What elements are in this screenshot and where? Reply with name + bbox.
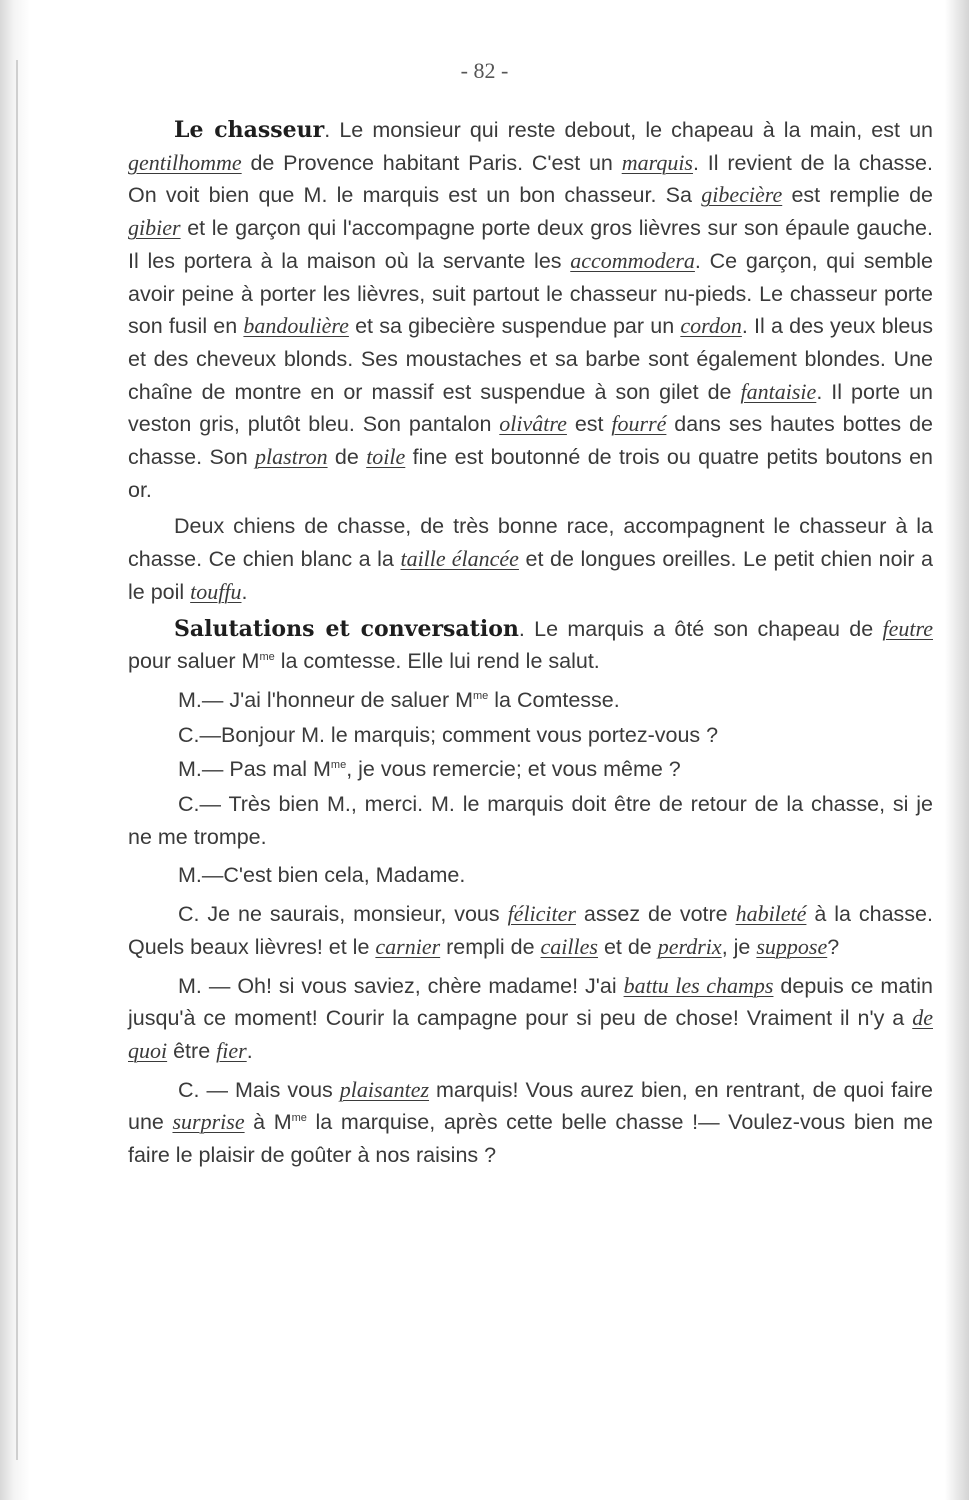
vocab-word: gibecière: [701, 182, 783, 208]
text-run: de Provence habitant Paris. C'est un: [241, 150, 622, 175]
text-run: dans ses hautes bottes de chasse. Son: [128, 412, 933, 470]
text-run: et de: [597, 934, 658, 959]
text-run: , je vous remercie; et vous même ?: [346, 757, 681, 782]
vocab-word: carnier: [375, 933, 441, 959]
text-run: ?: [827, 934, 840, 959]
text-run: .: [246, 1038, 253, 1063]
text-run: C. — Mais vous: [178, 1077, 340, 1102]
paragraph-salutations: [128, 613, 933, 678]
page-number: - 82 -: [460, 58, 509, 83]
vocab-word: habileté: [735, 901, 807, 927]
dialogue-line: [128, 753, 933, 786]
binding-edge: [16, 60, 18, 1460]
text-run: . Il a des yeux bleus et des cheveux blonds. Ses moustaches et sa barbe sont également blondes. Une chaîne de montre en or massif est suspendue à son gilet de: [128, 314, 934, 404]
vocab-word: fantaisie: [740, 378, 817, 404]
text-run: de: [327, 445, 367, 470]
vocab-word: suppose: [756, 933, 828, 959]
vocab-word: féliciter: [507, 901, 576, 927]
vocab-word: plastron: [255, 444, 328, 470]
vocab-word: bandoulière: [243, 313, 349, 339]
text-run: . Le monsieur qui reste debout, le chapeau à la main, est un: [324, 118, 933, 142]
vocab-word: toile: [366, 444, 406, 470]
vocab-word: de quoi: [128, 1005, 933, 1063]
dialogue-line: [128, 970, 933, 1068]
superscript: me: [259, 651, 275, 664]
text-run: à M: [244, 1110, 292, 1135]
text-run: est remplie de: [782, 183, 933, 208]
text-run: pour saluer M: [128, 649, 260, 674]
superscript: me: [330, 759, 347, 772]
dialogue-line: M.—C'est bien cela, Madame.: [178, 863, 466, 888]
vocab-word: perdrix: [657, 933, 722, 959]
section-heading-chasseur: Le chasseur: [174, 117, 325, 143]
vocab-word: touffu: [190, 578, 242, 604]
text-run: et le garçon qui l'accompagne porte deux gros lièvres sur son épaule gauche. Il les portera à la maison où la servante les: [128, 216, 933, 273]
section-heading-salutations: Salutations et conversation: [174, 615, 519, 642]
dialogue: [128, 684, 933, 1172]
text-run: Deux chiens de chasse, de très bonne race, accompagnent le chasseur à la chasse. Ce chien blanc a la: [128, 514, 933, 572]
vocab-word: taille élancée: [400, 546, 519, 572]
dialogue-line: C.— Très bien M., merci. M. le marquis doit être de retour de la chasse, si je ne me trompe.: [128, 792, 933, 849]
superscript: me: [291, 1112, 307, 1125]
dialogue-line: [128, 1074, 933, 1172]
text-run: la comtesse. Elle lui rend le salut.: [274, 649, 600, 674]
text-run: M.— Pas mal M: [178, 757, 331, 782]
text-run: être: [167, 1038, 217, 1063]
paragraph-chiens: [128, 510, 933, 608]
text-run: et de longues oreilles. Le petit chien noir a le poil: [128, 547, 933, 604]
text-run: à la chasse. Quels beaux lièvres! et le: [128, 902, 933, 959]
vocab-word: fier: [216, 1037, 247, 1063]
text-run: la Comtesse.: [488, 687, 620, 712]
vocab-word: surprise: [172, 1109, 245, 1135]
text-run: la marquise, après cette belle chasse !— Voulez-vous bien me faire le plaisir de goûter à nos raisins ?: [128, 1110, 933, 1168]
vocab-word: battu les champs: [623, 972, 774, 998]
vocab-word: plaisantez: [339, 1076, 430, 1102]
dialogue-line: [128, 684, 933, 717]
vocab-word: olivâtre: [499, 411, 567, 437]
text-run: est: [566, 412, 612, 437]
vocab-word: marquis: [621, 149, 693, 175]
superscript: me: [473, 689, 489, 702]
vocab-word: feutre: [882, 615, 933, 641]
paragraph-chasseur: [128, 114, 933, 506]
text-run: marquis! Vous aurez bien, en rentrant, de quoi faire une: [128, 1077, 934, 1135]
text-run: .: [241, 579, 248, 604]
dialogue-line: [128, 898, 933, 963]
text-run: M. — Oh! si vous saviez, chère madame! J'ai: [178, 973, 624, 998]
text-run: . Ce garçon, qui semble avoir peine à porter les lièvres, suit partout le chasseur nu-pieds. Le chasseur porte son fusil en: [128, 248, 933, 339]
vocab-word: accommodera: [570, 247, 695, 273]
text-run: fine est boutonné de trois ou quatre petits boutons en or.: [128, 445, 933, 502]
text-run: assez de votre: [575, 902, 736, 927]
vocab-word: cailles: [540, 933, 598, 959]
vocab-word: fourré: [611, 411, 667, 437]
text-run: C. Je ne saurais, monsieur, vous: [178, 902, 508, 927]
vocab-word: gentilhomme: [128, 149, 242, 175]
text-run: . Il porte un veston gris, plutôt bleu. Son pantalon: [128, 379, 933, 437]
text-run: , je: [721, 934, 757, 959]
vocab-word: cordon: [680, 313, 742, 339]
text-run: rempli de: [440, 934, 541, 959]
text-run: M.— J'ai l'honneur de saluer M: [178, 687, 474, 712]
text-run: et sa gibecière suspendue par un: [348, 314, 681, 339]
text-run: . Il revient de la chasse. On voit bien que M. le marquis est un bon chasseur. Sa: [128, 150, 933, 208]
text-run: depuis ce matin jusqu'à ce moment! Courir la campagne pour si peu de chose! Vraiment il n'y a: [128, 973, 933, 1031]
vocab-word: gibier: [128, 215, 181, 241]
dialogue-line: C.—Bonjour M. le marquis; comment vous portez-vous ?: [178, 722, 719, 747]
page-body: [128, 114, 933, 1172]
text-run: . Le marquis a ôté son chapeau de: [518, 616, 883, 641]
